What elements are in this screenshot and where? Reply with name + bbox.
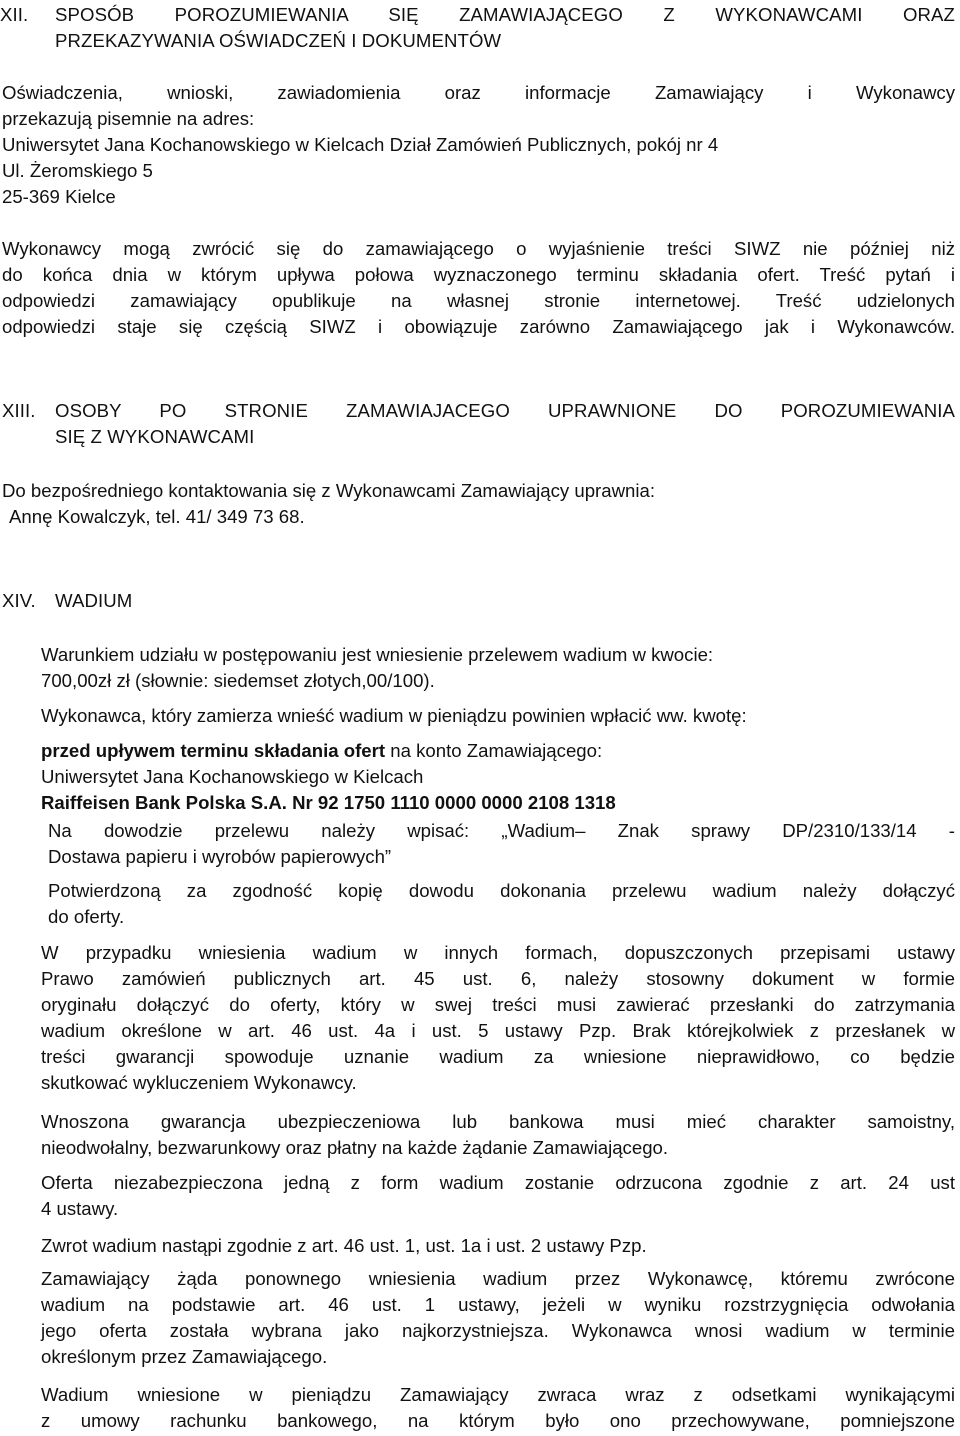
s14-p3-rest: na konto Zamawiającego: [385, 740, 603, 761]
s12-p2-line2: do końca dnia w którym upływa połowa wyznaczonego terminu składania ofert. Treść pytań i [2, 264, 955, 285]
s14-p6-line6: skutkować wykluczeniem Wykonawcy. [41, 1072, 357, 1093]
s14-p10-line1: Zamawiający żąda ponownego wniesienia wadium przez Wykonawcę, któremu zwrócone [41, 1268, 955, 1289]
section-xiii-title-line2: SIĘ Z WYKONAWCAMI [55, 426, 255, 447]
s14-p11-line1: Wadium wniesione w pieniądzu Zamawiający zwraca wraz z odsetkami wynikającymi [41, 1384, 955, 1405]
s14-p7-line1: Wnoszona gwarancja ubezpieczeniowa lub bankowa musi mieć charakter samoistny, [41, 1111, 955, 1132]
section-xiii-title-line1: OSOBY PO STRONIE ZAMAWIAJACEGO UPRAWNIONE DO POROZUMIEWANIA [55, 400, 955, 421]
s12-p1-line2: przekazują pisemnie na adres: [2, 108, 255, 129]
s14-p3-line3: Raiffeisen Bank Polska S.A. Nr 92 1750 1110 0000 0000 2108 1318 [41, 792, 616, 813]
s12-p1-line3: Uniwersytet Jana Kochanowskiego w Kielcach Dział Zamówień Publicznych, pokój nr 4 [2, 134, 719, 155]
s14-p9: Zwrot wadium nastąpi zgodnie z art. 46 ust. 1, ust. 1a i ust. 2 ustawy Pzp. [41, 1235, 647, 1256]
s12-p1-line5: 25-369 Kielce [2, 186, 116, 207]
s14-p3-bold: przed upływem terminu składania ofert [41, 740, 386, 761]
s14-p10-line3: jego oferta została wybrana jako najkorzystniejsza. Wykonawca wnosi wadium w terminie [41, 1320, 955, 1341]
s14-p7-line2: nieodwołalny, bezwarunkowy oraz płatny na każde żądanie Zamawiającego. [41, 1137, 669, 1158]
s14-p10-line4: określonym przez Zamawiającego. [41, 1346, 328, 1367]
s13-p1-line2: Annę Kowalczyk, tel. 41/ 349 73 68. [9, 506, 305, 527]
s14-p1-line1: Warunkiem udziału w postępowaniu jest wniesienie przelewem wadium w kwocie: [41, 644, 714, 665]
s14-p6-line2: Prawo zamówień publicznych art. 45 ust. 6, należy stosowny dokument w formie [41, 968, 955, 989]
s14-p3-line2: Uniwersytet Jana Kochanowskiego w Kielcach [41, 766, 424, 787]
s14-p10-line2: wadium na podstawie art. 46 ust. 1 ustawy, jeżeli w wyniku rozstrzygnięcia odwołania [41, 1294, 955, 1315]
s12-p2-line1: Wykonawcy mogą zwrócić się do zamawiającego o wyjaśnienie treści SIWZ nie później niż [2, 238, 955, 259]
section-xii-title-line2: PRZEKAZYWANIA OŚWIADCZEŃ I DOKUMENTÓW [55, 30, 502, 51]
s14-p4-line2: Dostawa papieru i wyrobów papierowych” [48, 846, 392, 867]
s14-p8-line1: Oferta niezabezpieczona jedną z form wadium zostanie odrzucona zgodnie z art. 24 ust [41, 1172, 955, 1193]
section-xiii-number: XIII. [2, 400, 36, 421]
s14-p6-line1: W przypadku wniesienia wadium w innych formach, dopuszczonych przepisami ustawy [41, 942, 955, 963]
section-xiv-title: WADIUM [55, 590, 133, 611]
s14-p5-line1: Potwierdzoną za zgodność kopię dowodu dokonania przelewu wadium należy dołączyć [48, 880, 955, 901]
s13-p1-line1: Do bezpośredniego kontaktowania się z Wykonawcami Zamawiający uprawnia: [2, 480, 655, 501]
s12-p1-line4: Ul. Żeromskiego 5 [2, 160, 153, 181]
s12-p2-line3: odpowiedzi zamawiający opublikuje na własnej stronie internetowej. Treść udzielonych [2, 290, 955, 311]
s14-p4-line1: Na dowodzie przelewu należy wpisać: „Wadium– Znak sprawy DP/2310/133/14 - [48, 820, 955, 841]
s14-p6-line5: treści gwarancji spowoduje uznanie wadium za wniesione nieprawidłowo, co będzie [41, 1046, 955, 1067]
section-xiv-number: XIV. [2, 590, 36, 611]
s12-p2-line4: odpowiedzi staje się częścią SIWZ i obowiązuje zarówno Zamawiającego jak i Wykonawców. [2, 316, 955, 337]
s14-p5-line2: do oferty. [48, 906, 125, 927]
s14-p3-line1 [41, 738, 602, 764]
s14-p8-line2: 4 ustawy. [41, 1198, 119, 1219]
section-xii-number: XII. [0, 4, 29, 25]
s14-p6-line4: wadium określone w art. 46 ust. 4a i ust. 5 ustawy Pzp. Brak którejkolwiek z przesłanek w [41, 1020, 955, 1041]
s14-p2: Wykonawca, który zamierza wnieść wadium w pieniądzu powinien wpłacić ww. kwotę: [41, 705, 747, 726]
section-xii-title-line1: SPOSÓB POROZUMIEWANIA SIĘ ZAMAWIAJĄCEGO Z WYKONAWCAMI ORAZ [55, 4, 955, 25]
s14-p6-line3: oryginału dołączyć do oferty, który w swej treści musi zawierać przesłanki do zatrzymania [41, 994, 955, 1015]
s12-p1-line1: Oświadczenia, wnioski, zawiadomienia oraz informacje Zamawiający i Wykonawcy [2, 82, 955, 103]
s14-p11-line2: z umowy rachunku bankowego, na którym było ono przechowywane, pomniejszone [41, 1410, 955, 1431]
s14-p1-line2: 700,00zł zł (słownie: siedemset złotych,00/100). [41, 670, 435, 691]
